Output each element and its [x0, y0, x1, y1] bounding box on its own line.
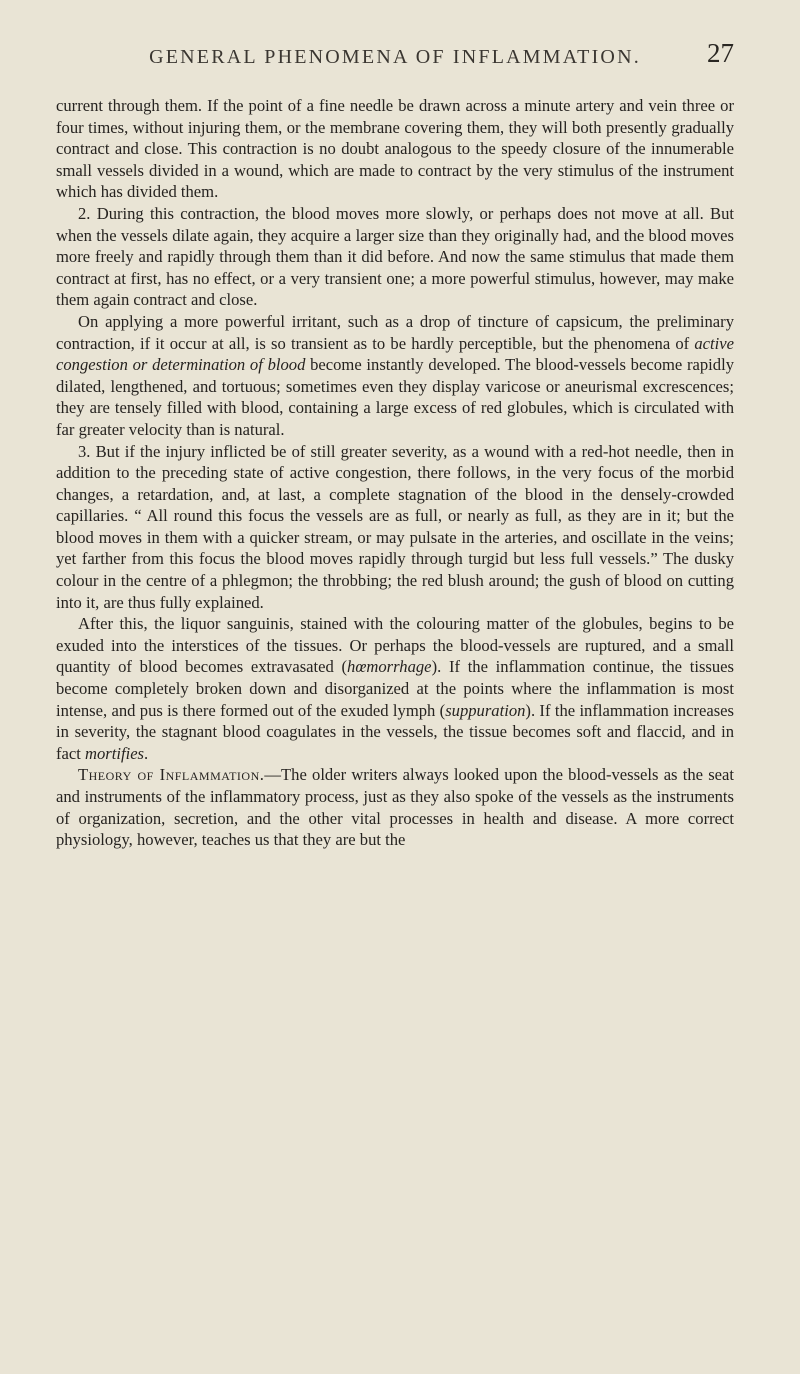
italic-term-mortifies: mortifies	[85, 743, 145, 763]
paragraph-3	[56, 311, 734, 441]
paragraph-4: 3. But if the injury inflicted be of still greater severity, as a wound with a red-hot needle, then in addition to the preceding state of active congestion, there follows, in the very focus of the morbid changes, a retardation, and, at last, a complete stagnation of the blood in the densely-crowded capillaries. “ All round this focus the vessels are as full, or nearly as full, as they are in it; but the blood moves in them with a quicker stream, or may pulsate in the arteries, and oscillate in the veins; yet farther from this focus the blood moves rapidly through turgid but less full vessels.” The dusky colour in the centre of a phlegmon; the throbbing; the red blush around; the gush of blood on cutting into it, are thus fully explained.	[56, 441, 734, 612]
paragraph-5-text-c: ). If the inflammation increases in severity, the stagnant blood coagulates in the vessels, the tissue becomes soft and flaccid, and in fact	[56, 700, 734, 763]
paragraph-5-text-a: After this, the liquor sanguinis, stained with the colouring matter of the globules, begins to be exuded into the interstices of the tissues. Or perhaps the blood-vessels are ruptured, and a small quantity of blood becomes extravasated (	[56, 614, 734, 677]
running-head: GENERAL PHENOMENA OF INFLAMMATION.	[149, 46, 641, 68]
italic-term-haemorrhage: hœmorrhage	[347, 657, 432, 677]
paragraph-5-text-b: ). If the inflammation continue, the tissues become completely broken down and disorganized at the points where the inflammation is most intense, and pus is there formed out of the exuded lymph (	[56, 657, 735, 720]
page-header	[56, 40, 734, 84]
italic-term-active-congestion: active congestion or determination of blood	[56, 333, 734, 375]
paragraph-3-text-b: become instantly developed. The blood-vessels become rapidly dilated, lengthened, and tortuous; sometimes even they display varicose or aneurismal excrescences; they are tensely filled with blood, containing a large excess of red globules, which is circulated with far greater velocity than is natural.	[56, 355, 735, 439]
paragraph-3-text-a: On applying a more powerful irritant, such as a drop of tincture of capsicum, the preliminary contraction, if it occur at all, is so transient as to be hardly perceptible, but the phenomena of	[56, 311, 734, 353]
paragraph-1: current through them. If the point of a fine needle be drawn across a minute artery and vein three or four times, without injuring them, or the membrane covering them, they will both presently gradually contract and close. This contraction is no doubt analogous to the speedy closure of the innumerable small vessels divided in a wound, which are made to contract by the very stimulus of the instrument which has divided them.	[56, 96, 734, 202]
paragraph-6-text: —The older writers always looked upon the blood-vessels as the seat and instruments of the inflammatory process, just as they also spoke of the vessels as the instruments of organization, secretion, and the other vital processes in health and disease. A more correct physiology, however, teaches us that they are but the	[56, 765, 734, 850]
section-heading-theory: Theory of Inflammation.	[78, 765, 265, 785]
page-number: 27	[707, 38, 734, 68]
italic-term-suppuration: suppuration	[445, 700, 526, 720]
paragraph-5-text-d: .	[144, 743, 149, 763]
body-text	[56, 95, 734, 851]
paragraph-6	[56, 764, 734, 850]
paragraph-2: 2. During this contraction, the blood moves more slowly, or perhaps does not move at all. But when the vessels dilate again, they acquire a larger size than they originally had, and the blood moves more freely and rapidly through them than it did before. And now the same stimulus that made them contract at first, has no effect, or a very transient one; a more powerful stimulus, however, may make them again contract and close.	[56, 203, 734, 310]
paragraph-5	[56, 613, 734, 764]
